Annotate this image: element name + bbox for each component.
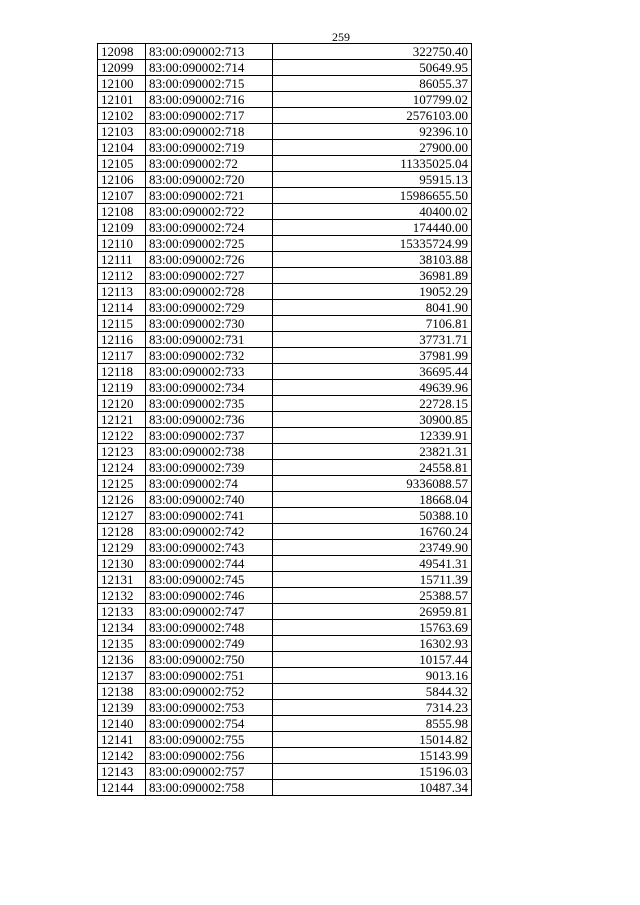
table-row: [98, 668, 472, 684]
cadastral-value-cell: 8555.98: [273, 716, 472, 732]
row-number-cell: 12117: [98, 348, 146, 364]
table-row: [98, 604, 472, 620]
cadastral-number-cell: 83:00:090002:748: [146, 620, 273, 636]
cadastral-number-cell: 83:00:090002:714: [146, 60, 273, 76]
cadastral-value-cell: 50388.10: [273, 508, 472, 524]
cadastral-value-cell: 23749.90: [273, 540, 472, 556]
cadastral-value-cell: 15335724.99: [273, 236, 472, 252]
cadastral-value-cell: 40400.02: [273, 204, 472, 220]
row-number-cell: 12143: [98, 764, 146, 780]
table-row: [98, 508, 472, 524]
cadastral-number-cell: 83:00:090002:745: [146, 572, 273, 588]
cadastral-number-cell: 83:00:090002:727: [146, 268, 273, 284]
cadastral-value-cell: 24558.81: [273, 460, 472, 476]
cadastral-number-cell: 83:00:090002:740: [146, 492, 273, 508]
row-number-cell: 12104: [98, 140, 146, 156]
cadastral-number-cell: 83:00:090002:737: [146, 428, 273, 444]
table-row: [98, 156, 472, 172]
cadastral-number-cell: 83:00:090002:726: [146, 252, 273, 268]
row-number-cell: 12106: [98, 172, 146, 188]
cadastral-number-cell: 83:00:090002:750: [146, 652, 273, 668]
cadastral-number-cell: 83:00:090002:733: [146, 364, 273, 380]
cadastral-number-cell: 83:00:090002:728: [146, 284, 273, 300]
row-number-cell: 12105: [98, 156, 146, 172]
cadastral-number-cell: 83:00:090002:735: [146, 396, 273, 412]
row-number-cell: 12121: [98, 412, 146, 428]
table-row: [98, 172, 472, 188]
cadastral-number-cell: 83:00:090002:732: [146, 348, 273, 364]
cadastral-number-cell: 83:00:090002:715: [146, 76, 273, 92]
cadastral-number-cell: 83:00:090002:755: [146, 732, 273, 748]
cadastral-number-cell: 83:00:090002:74: [146, 476, 273, 492]
table-row: [98, 492, 472, 508]
row-number-cell: 12113: [98, 284, 146, 300]
row-number-cell: 12126: [98, 492, 146, 508]
cadastral-value-cell: 19052.29: [273, 284, 472, 300]
row-number-cell: 12111: [98, 252, 146, 268]
row-number-cell: 12135: [98, 636, 146, 652]
table-row: [98, 92, 472, 108]
row-number-cell: 12141: [98, 732, 146, 748]
table-row: [98, 188, 472, 204]
table-row: [98, 44, 472, 60]
cadastral-value-cell: 9336088.57: [273, 476, 472, 492]
row-number-cell: 12098: [98, 44, 146, 60]
row-number-cell: 12128: [98, 524, 146, 540]
cadastral-number-cell: 83:00:090002:720: [146, 172, 273, 188]
table-row: [98, 332, 472, 348]
cadastral-value-cell: 15196.03: [273, 764, 472, 780]
cadastral-value-cell: 30900.85: [273, 412, 472, 428]
table-row: [98, 620, 472, 636]
table-row: [98, 652, 472, 668]
cadastral-value-cell: 2576103.00: [273, 108, 472, 124]
cadastral-number-cell: 83:00:090002:721: [146, 188, 273, 204]
row-number-cell: 12120: [98, 396, 146, 412]
row-number-cell: 12140: [98, 716, 146, 732]
cadastral-value-cell: 16302.93: [273, 636, 472, 652]
row-number-cell: 12112: [98, 268, 146, 284]
row-number-cell: 12103: [98, 124, 146, 140]
row-number-cell: 12134: [98, 620, 146, 636]
table-row: [98, 780, 472, 796]
table-body: [98, 44, 472, 796]
table-row: [98, 764, 472, 780]
row-number-cell: 12131: [98, 572, 146, 588]
row-number-cell: 12127: [98, 508, 146, 524]
table-row: [98, 220, 472, 236]
row-number-cell: 12100: [98, 76, 146, 92]
row-number-cell: 12123: [98, 444, 146, 460]
table-row: [98, 556, 472, 572]
row-number-cell: 12124: [98, 460, 146, 476]
cadastral-value-cell: 15711.39: [273, 572, 472, 588]
cadastral-number-cell: 83:00:090002:717: [146, 108, 273, 124]
cadastral-value-cell: 18668.04: [273, 492, 472, 508]
cadastral-value-cell: 5844.32: [273, 684, 472, 700]
cadastral-number-cell: 83:00:090002:738: [146, 444, 273, 460]
cadastral-number-cell: 83:00:090002:719: [146, 140, 273, 156]
row-number-cell: 12115: [98, 316, 146, 332]
table-row: [98, 412, 472, 428]
cadastral-value-cell: 26959.81: [273, 604, 472, 620]
cadastral-value-cell: 15986655.50: [273, 188, 472, 204]
row-number-cell: 12118: [98, 364, 146, 380]
cadastral-value-cell: 10157.44: [273, 652, 472, 668]
table-row: [98, 636, 472, 652]
cadastral-number-cell: 83:00:090002:742: [146, 524, 273, 540]
row-number-cell: 12132: [98, 588, 146, 604]
row-number-cell: 12108: [98, 204, 146, 220]
table-row: [98, 124, 472, 140]
table-row: [98, 140, 472, 156]
cadastral-value-cell: 92396.10: [273, 124, 472, 140]
cadastral-value-cell: 7106.81: [273, 316, 472, 332]
cadastral-value-cell: 7314.23: [273, 700, 472, 716]
row-number-cell: 12136: [98, 652, 146, 668]
cadastral-number-cell: 83:00:090002:753: [146, 700, 273, 716]
table-row: [98, 284, 472, 300]
row-number-cell: 12125: [98, 476, 146, 492]
table-row: [98, 588, 472, 604]
cadastral-number-cell: 83:00:090002:729: [146, 300, 273, 316]
cadastral-value-cell: 38103.88: [273, 252, 472, 268]
table-row: [98, 236, 472, 252]
cadastral-value-cell: 23821.31: [273, 444, 472, 460]
row-number-cell: 12101: [98, 92, 146, 108]
cadastral-value-cell: 16760.24: [273, 524, 472, 540]
cadastral-value-table: [97, 43, 472, 796]
cadastral-value-cell: 15143.99: [273, 748, 472, 764]
row-number-cell: 12122: [98, 428, 146, 444]
cadastral-number-cell: 83:00:090002:730: [146, 316, 273, 332]
row-number-cell: 12130: [98, 556, 146, 572]
table-row: [98, 268, 472, 284]
table-row: [98, 716, 472, 732]
table-row: [98, 428, 472, 444]
table-row: [98, 684, 472, 700]
cadastral-value-cell: 9013.16: [273, 668, 472, 684]
row-number-cell: 12129: [98, 540, 146, 556]
cadastral-number-cell: 83:00:090002:757: [146, 764, 273, 780]
cadastral-number-cell: 83:00:090002:747: [146, 604, 273, 620]
cadastral-value-cell: 86055.37: [273, 76, 472, 92]
cadastral-value-cell: 37731.71: [273, 332, 472, 348]
cadastral-number-cell: 83:00:090002:716: [146, 92, 273, 108]
cadastral-number-cell: 83:00:090002:743: [146, 540, 273, 556]
row-number-cell: 12144: [98, 780, 146, 796]
cadastral-number-cell: 83:00:090002:718: [146, 124, 273, 140]
table-row: [98, 252, 472, 268]
table-row: [98, 60, 472, 76]
cadastral-value-cell: 174440.00: [273, 220, 472, 236]
cadastral-number-cell: 83:00:090002:752: [146, 684, 273, 700]
row-number-cell: 12133: [98, 604, 146, 620]
table-row: [98, 380, 472, 396]
table-row: [98, 540, 472, 556]
row-number-cell: 12102: [98, 108, 146, 124]
cadastral-value-cell: 322750.40: [273, 44, 472, 60]
cadastral-value-cell: 95915.13: [273, 172, 472, 188]
cadastral-value-cell: 8041.90: [273, 300, 472, 316]
cadastral-value-cell: 12339.91: [273, 428, 472, 444]
cadastral-value-cell: 10487.34: [273, 780, 472, 796]
cadastral-number-cell: 83:00:090002:736: [146, 412, 273, 428]
table-row: [98, 476, 472, 492]
table-row: [98, 572, 472, 588]
cadastral-number-cell: 83:00:090002:734: [146, 380, 273, 396]
cadastral-value-cell: 25388.57: [273, 588, 472, 604]
cadastral-value-cell: 15014.82: [273, 732, 472, 748]
table-row: [98, 316, 472, 332]
cadastral-value-cell: 36981.89: [273, 268, 472, 284]
row-number-cell: 12142: [98, 748, 146, 764]
cadastral-number-cell: 83:00:090002:725: [146, 236, 273, 252]
cadastral-value-cell: 15763.69: [273, 620, 472, 636]
cadastral-number-cell: 83:00:090002:751: [146, 668, 273, 684]
cadastral-number-cell: 83:00:090002:754: [146, 716, 273, 732]
table-row: [98, 396, 472, 412]
cadastral-value-cell: 107799.02: [273, 92, 472, 108]
cadastral-number-cell: 83:00:090002:724: [146, 220, 273, 236]
cadastral-number-cell: 83:00:090002:739: [146, 460, 273, 476]
cadastral-number-cell: 83:00:090002:749: [146, 636, 273, 652]
cadastral-value-cell: 49541.31: [273, 556, 472, 572]
row-number-cell: 12110: [98, 236, 146, 252]
cadastral-value-cell: 27900.00: [273, 140, 472, 156]
row-number-cell: 12107: [98, 188, 146, 204]
table-row: [98, 364, 472, 380]
cadastral-number-cell: 83:00:090002:744: [146, 556, 273, 572]
cadastral-value-cell: 50649.95: [273, 60, 472, 76]
cadastral-number-cell: 83:00:090002:758: [146, 780, 273, 796]
row-number-cell: 12099: [98, 60, 146, 76]
row-number-cell: 12119: [98, 380, 146, 396]
cadastral-value-cell: 37981.99: [273, 348, 472, 364]
cadastral-value-cell: 36695.44: [273, 364, 472, 380]
row-number-cell: 12116: [98, 332, 146, 348]
row-number-cell: 12138: [98, 684, 146, 700]
cadastral-number-cell: 83:00:090002:756: [146, 748, 273, 764]
row-number-cell: 12109: [98, 220, 146, 236]
table-row: [98, 444, 472, 460]
table-row: [98, 748, 472, 764]
page-number: 259: [332, 30, 350, 44]
cadastral-value-cell: 49639.96: [273, 380, 472, 396]
table-row: [98, 460, 472, 476]
table-row: [98, 204, 472, 220]
row-number-cell: 12139: [98, 700, 146, 716]
cadastral-value-cell: 11335025.04: [273, 156, 472, 172]
table-row: [98, 300, 472, 316]
table-row: [98, 108, 472, 124]
cadastral-number-cell: 83:00:090002:713: [146, 44, 273, 60]
cadastral-value-cell: 22728.15: [273, 396, 472, 412]
table-row: [98, 732, 472, 748]
table-row: [98, 348, 472, 364]
cadastral-number-cell: 83:00:090002:72: [146, 156, 273, 172]
table-row: [98, 76, 472, 92]
cadastral-number-cell: 83:00:090002:731: [146, 332, 273, 348]
row-number-cell: 12114: [98, 300, 146, 316]
table-row: [98, 524, 472, 540]
row-number-cell: 12137: [98, 668, 146, 684]
cadastral-number-cell: 83:00:090002:722: [146, 204, 273, 220]
cadastral-number-cell: 83:00:090002:746: [146, 588, 273, 604]
table-row: [98, 700, 472, 716]
cadastral-number-cell: 83:00:090002:741: [146, 508, 273, 524]
